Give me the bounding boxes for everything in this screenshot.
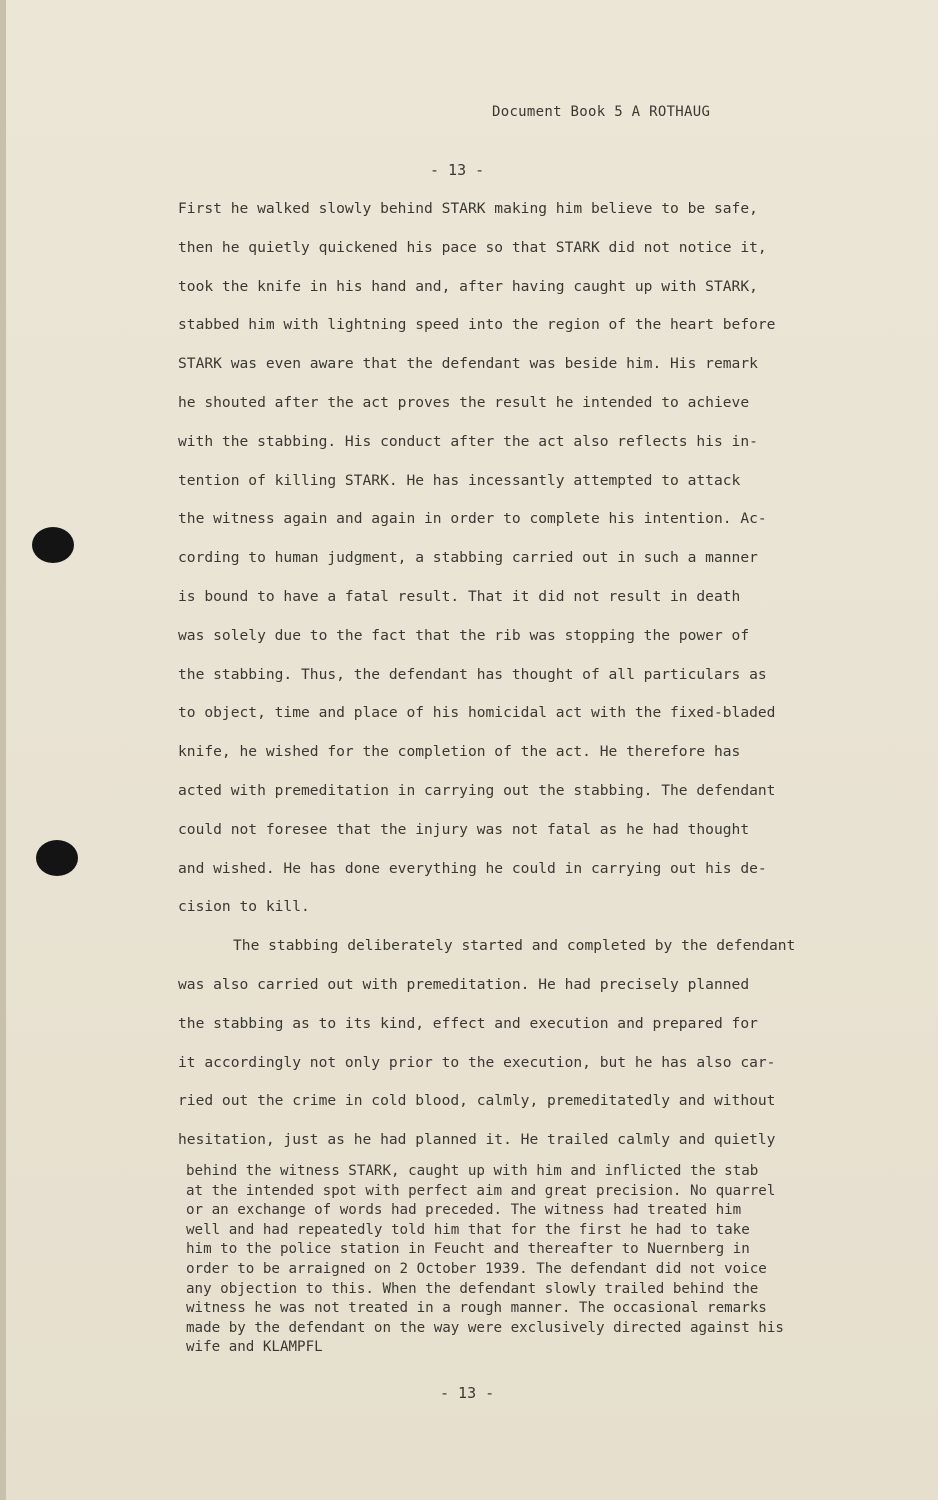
paragraph-start-line: The stabbing deliberately started and completed by the defendant (233, 937, 796, 955)
text-line: him to the police station in Feucht and thereafter to Nuernberg in (186, 1241, 750, 1258)
text-line: wife and KLAMPFL (186, 1339, 323, 1356)
text-line: behind the witness STARK, caught up with him and inflicted the stab (186, 1163, 759, 1179)
text-line: or an exchange of words had preceded. The witness had treated him (186, 1202, 742, 1219)
body-text-single-spaced (186, 1162, 866, 1358)
text-line: then he quietly quickened his pace so that STARK did not notice it, (178, 238, 767, 256)
text-line: cision to kill. (178, 898, 310, 916)
text-line: hesitation, just as he had planned it. He trailed calmly and quietly (178, 1131, 776, 1149)
text-line: took the knife in his hand and, after having caught up with STARK, (178, 277, 758, 295)
text-line: could not foresee that the injury was not fatal as he had thought (178, 820, 750, 838)
text-line: order to be arraigned on 2 October 1939. The defendant did not voice (186, 1260, 767, 1277)
text-line: acted with premeditation in carrying out the stabbing. The defendant (178, 781, 776, 799)
text-line: tention of killing STARK. He has incessantly attempted to attack (178, 471, 741, 489)
page-number-top: - 13 - (430, 161, 485, 179)
text-line: stabbed him with lightning speed into the region of the heart before (178, 316, 776, 334)
text-line: the stabbing. Thus, the defendant has thought of all particulars as (178, 665, 767, 683)
text-line: well and had repeatedly told him that for the first he had to take (186, 1221, 750, 1238)
text-line: and wished. He has done everything he could in carrying out his de- (178, 859, 767, 877)
paper-edge (0, 0, 6, 1500)
text-line: it accordingly not only prior to the execution, but he has also car- (178, 1053, 776, 1071)
text-line: was also carried out with premeditation. He had precisely planned (178, 975, 750, 993)
document-reference: Document Book 5 A ROTHAUG (492, 104, 711, 120)
punch-hole-top (32, 527, 74, 563)
text-line: to object, time and place of his homicidal act with the fixed-bladed (178, 704, 776, 722)
text-line: the stabbing as to its kind, effect and execution and prepared for (178, 1014, 758, 1032)
text-line: ried out the crime in cold blood, calmly, premeditatedly and without (178, 1092, 776, 1110)
text-line: is bound to have a fatal result. That it did not result in death (178, 587, 741, 605)
text-line: knife, he wished for the completion of the act. He therefore has (178, 743, 741, 761)
text-line: made by the defendant on the way were exclusively directed against his (186, 1319, 784, 1336)
text-line: the witness again and again in order to complete his intention. Ac- (178, 510, 767, 528)
text-line: witness he was not treated in a rough manner. The occasional remarks (186, 1300, 767, 1317)
text-line: First he walked slowly behind STARK making him believe to be safe, (178, 200, 758, 217)
text-line: any objection to this. When the defendant slowly trailed behind the (186, 1280, 759, 1297)
page-number-bottom: - 13 - (440, 1384, 495, 1402)
body-text-double-spaced (178, 199, 858, 1169)
text-line: was solely due to the fact that the rib was stopping the power of (178, 626, 750, 644)
text-line: at the intended spot with perfect aim and great precision. No quarrel (186, 1182, 776, 1199)
punch-hole-bottom (36, 840, 78, 876)
text-line: STARK was even aware that the defendant was beside him. His remark (178, 355, 758, 373)
text-line: he shouted after the act proves the result he intended to achieve (178, 393, 750, 411)
text-line: with the stabbing. His conduct after the act also reflects his in- (178, 432, 758, 450)
text-line: cording to human judgment, a stabbing carried out in such a manner (178, 549, 758, 567)
